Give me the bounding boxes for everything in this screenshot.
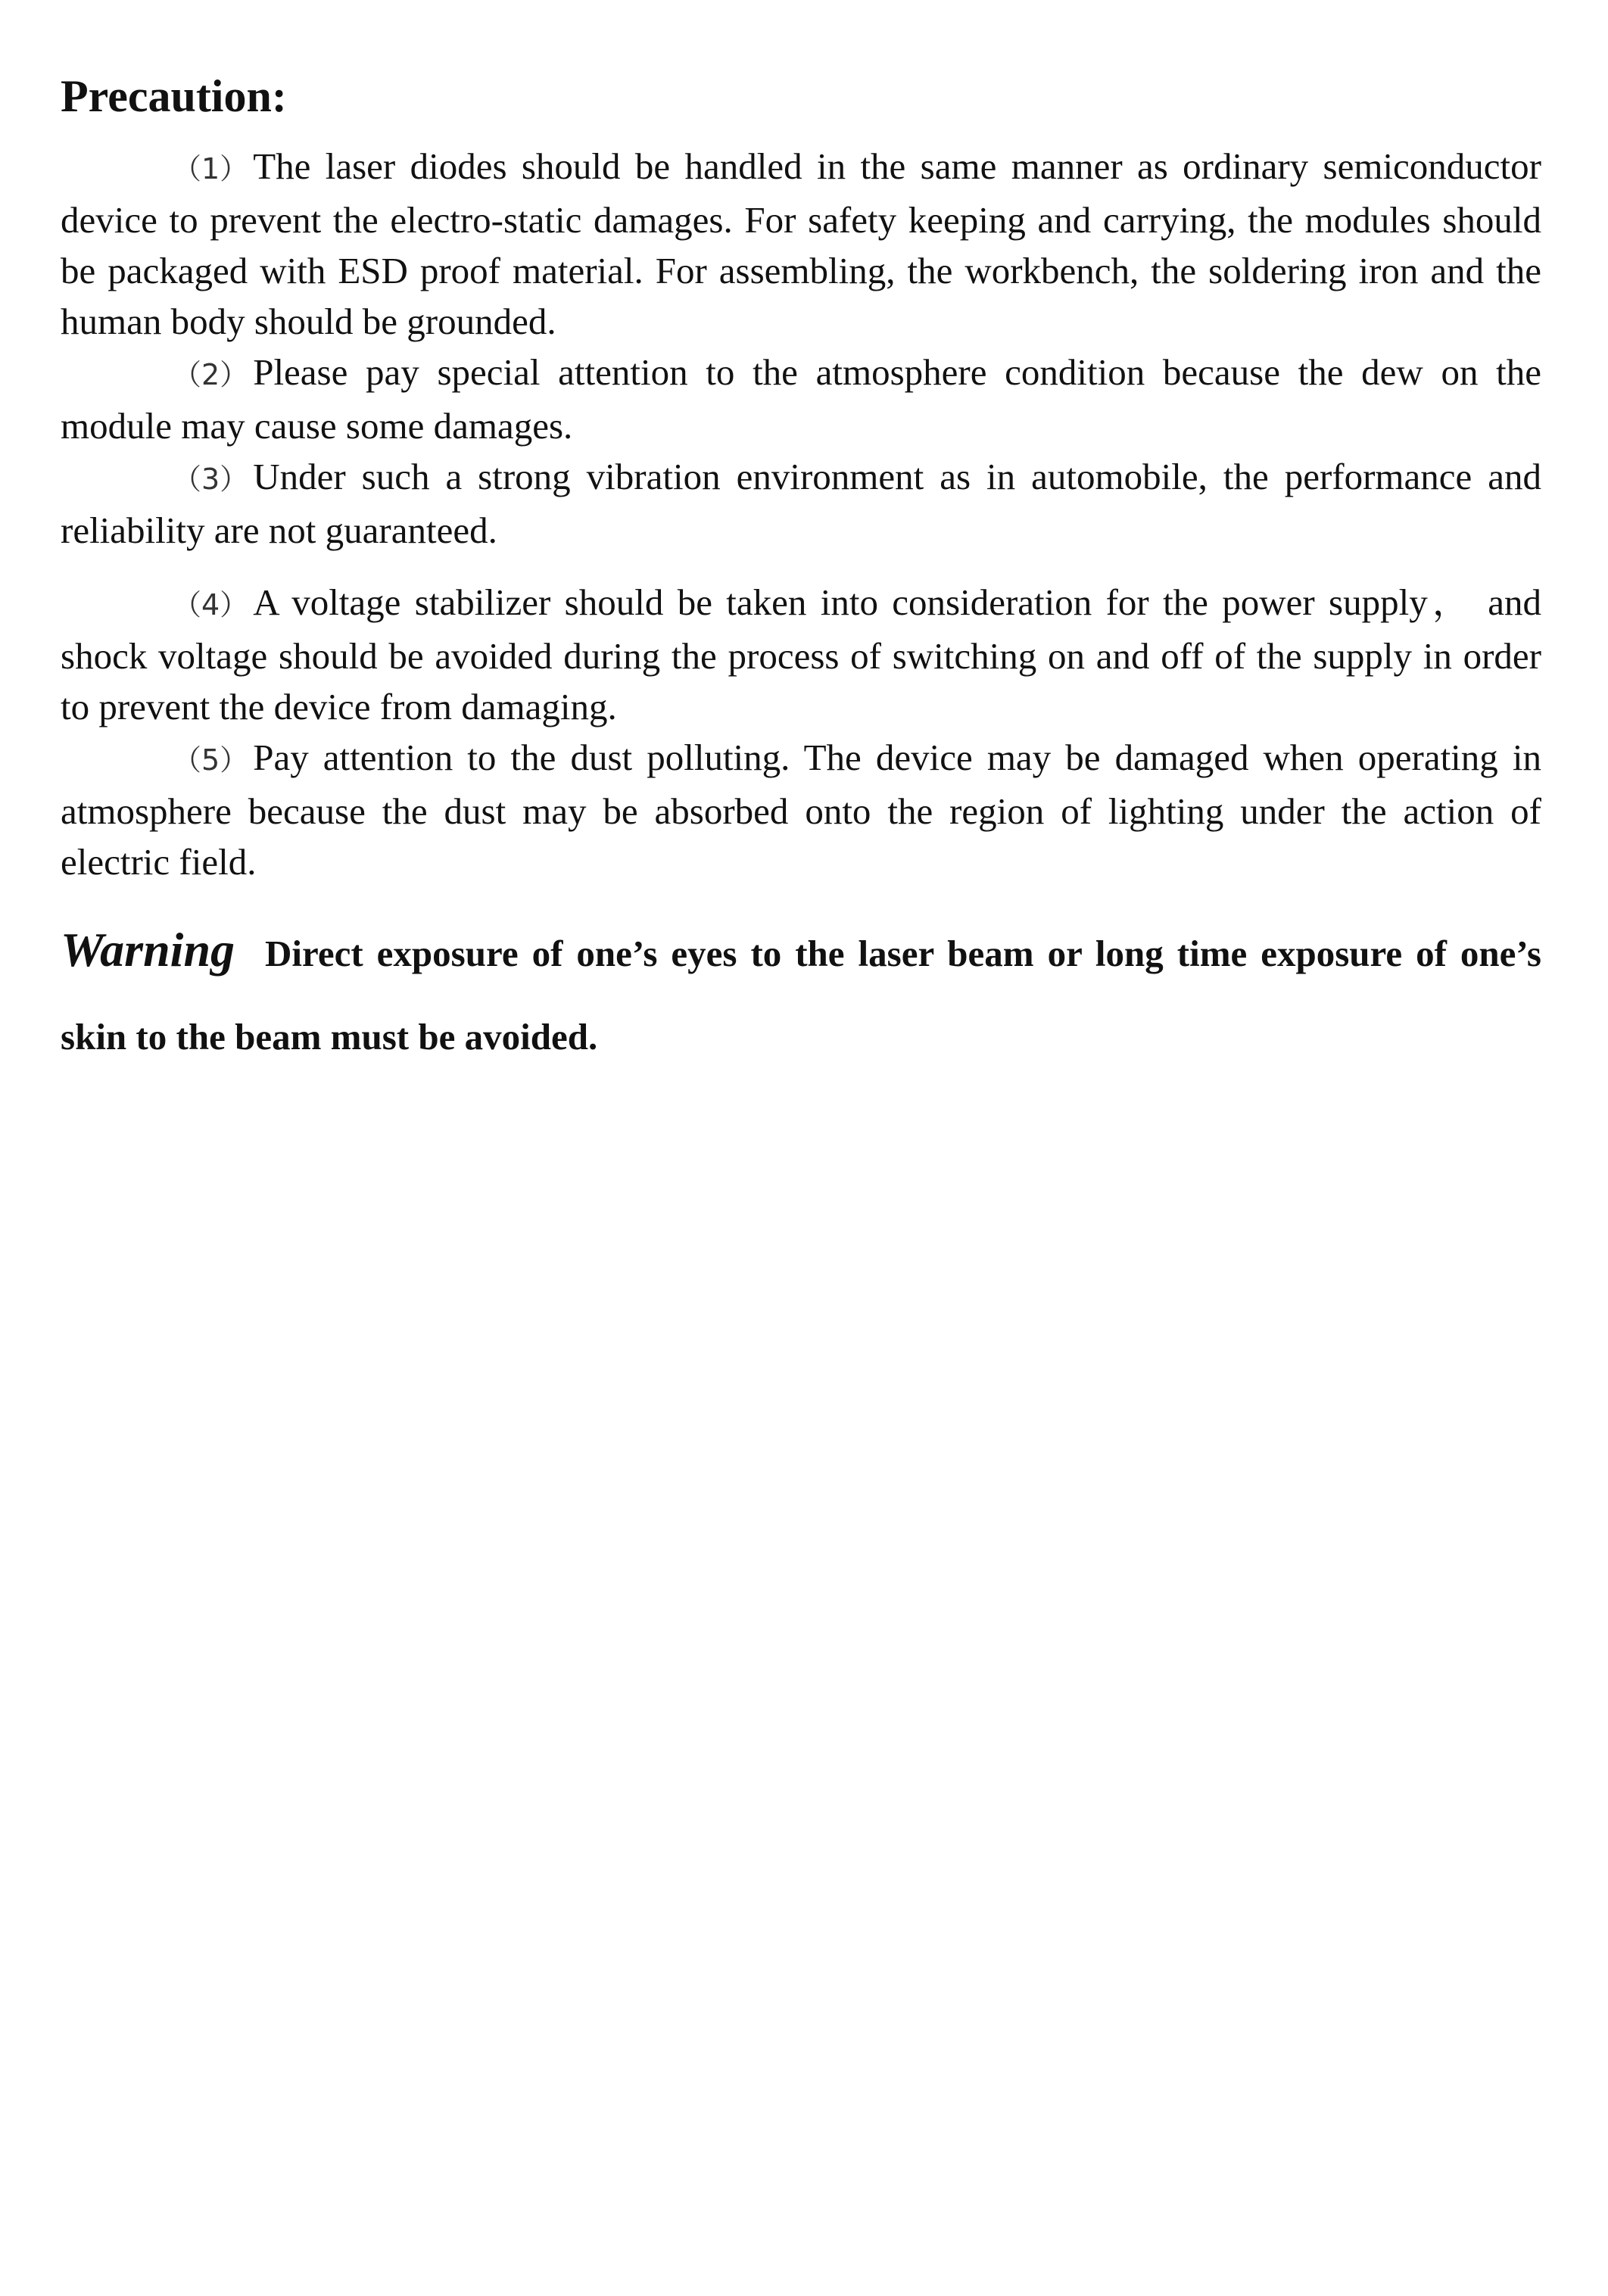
- item-number: （1）: [173, 152, 249, 185]
- precaution-item-4: [61, 577, 1541, 732]
- warning-label: Warning: [61, 923, 235, 977]
- item-number: （4）: [173, 588, 249, 622]
- item-text: Please pay special attention to the atmosphere condition because the dew on the module may cause some damages.: [61, 351, 1541, 447]
- item-text: The laser diodes should be handled in the same manner as ordinary semiconductor device to prevent the electro-static damages. For safety keeping and carrying, the modules should be packaged with ESD proof material. For assembling, the workbench, the soldering iron and the human body should be grounded.: [61, 145, 1541, 342]
- item-text: A voltage stabilizer should be taken into consideration for the power supply， and shock voltage should be avoided during the process of switching on and off of the supply in order to prevent the device from damaging.: [61, 581, 1541, 727]
- precaution-item-3: [61, 451, 1541, 556]
- precaution-item-2: [61, 347, 1541, 451]
- precaution-item-1: [61, 141, 1541, 347]
- item-number: （2）: [173, 358, 249, 391]
- item-number: （5）: [173, 743, 249, 777]
- item-text: Under such a strong vibration environment as in automobile, the performance and reliability are not guaranteed.: [61, 456, 1541, 551]
- item-number: （3）: [173, 463, 249, 496]
- item-text: Pay attention to the dust polluting. The device may be damaged when operating in atmosphere because the dust may be absorbed onto the region of lighting under the action of electric field.: [61, 737, 1541, 883]
- warning-text: Direct exposure of one’s eyes to the laser beam or long time exposure of one’s skin to the beam must be avoided.: [61, 933, 1541, 1058]
- precaution-item-5: [61, 732, 1541, 887]
- document-page: [61, 70, 1541, 1116]
- warning-notice: [61, 908, 1541, 1079]
- page-title: Precaution:: [61, 71, 287, 121]
